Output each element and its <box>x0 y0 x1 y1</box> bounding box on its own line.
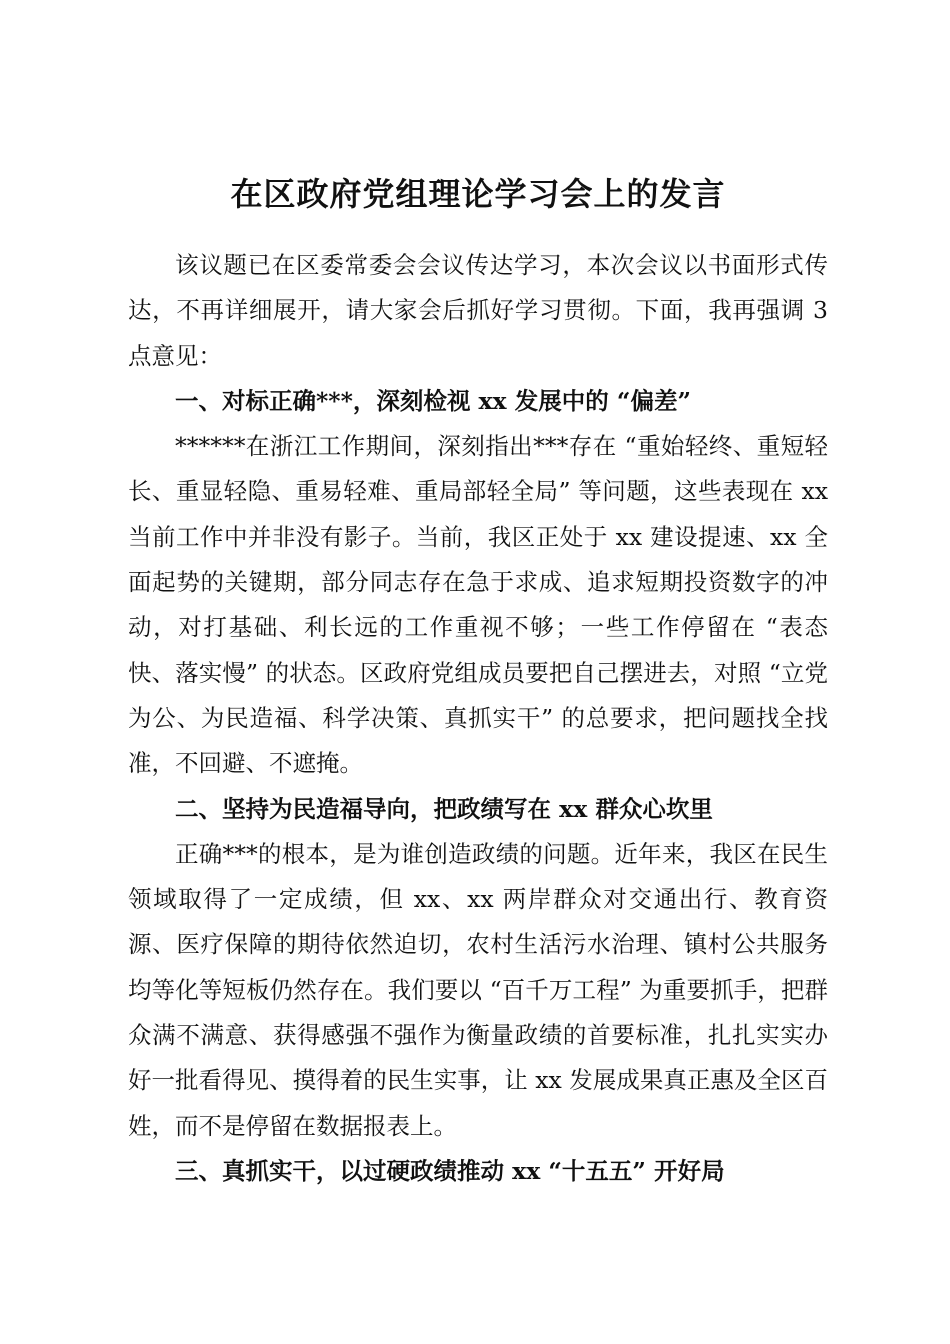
section-2-heading: 二、坚持为民造福导向，把政绩写在 xx 群众心坎里 <box>175 794 713 823</box>
section-1-body: ******在浙江工作期间，深刻指出***存在 “重始轻终、重短轻长、重显轻隐、重易轻难、重局部轻全局” 等问题，这些表现在 xx 当前工作中并非没有影子。当前，我区正处于 xx 建设提速、xx 全面起势的关键期，部分同志存在急于求成、追求短期投资数字的冲动，对打基础、利长远的工作重视不够；一些工作停留在 “表态快、落实慢” 的状态。区政府党组成员要把自己摆进去，对照 “立党为公、为民造福、科学决策、真抓实干” 的总要求，把问题找全找准，不回避、不遮掩。 <box>128 432 828 778</box>
section-2-body: 正确***的根本，是为谁创造政绩的问题。近年来，我区在民生领域取得了一定成绩，但 xx、xx 两岸群众对交通出行、教育资源、医疗保障的期待依然迫切，农村生活污水治理、镇村公共服务均等化等短板仍然存在。我们要以 “百千万工程” 为重要抓手，把群众满不满意、获得感强不强作为衡量政绩的首要标准，扎扎实实办好一批看得见、摸得着的民生实事，让 xx 发展成果真正惠及全区百姓，而不是停留在数据报表上。 <box>128 839 828 1140</box>
document-title: 在区政府党组理论学习会上的发言 <box>230 175 726 213</box>
document-body <box>128 165 828 1194</box>
section-1-heading: 一、对标正确***，深刻检视 xx 发展中的 “偏差” <box>175 386 691 415</box>
intro-paragraph: 该议题已在区委常委会会议传达学习，本次会议以书面形式传达，不再详细展开，请大家会后抓好学习贯彻。下面，我再强调 3 点意见： <box>128 251 828 370</box>
section-3-heading: 三、真抓实干，以过硬政绩推动 xx “十五五” 开好局 <box>175 1156 725 1185</box>
